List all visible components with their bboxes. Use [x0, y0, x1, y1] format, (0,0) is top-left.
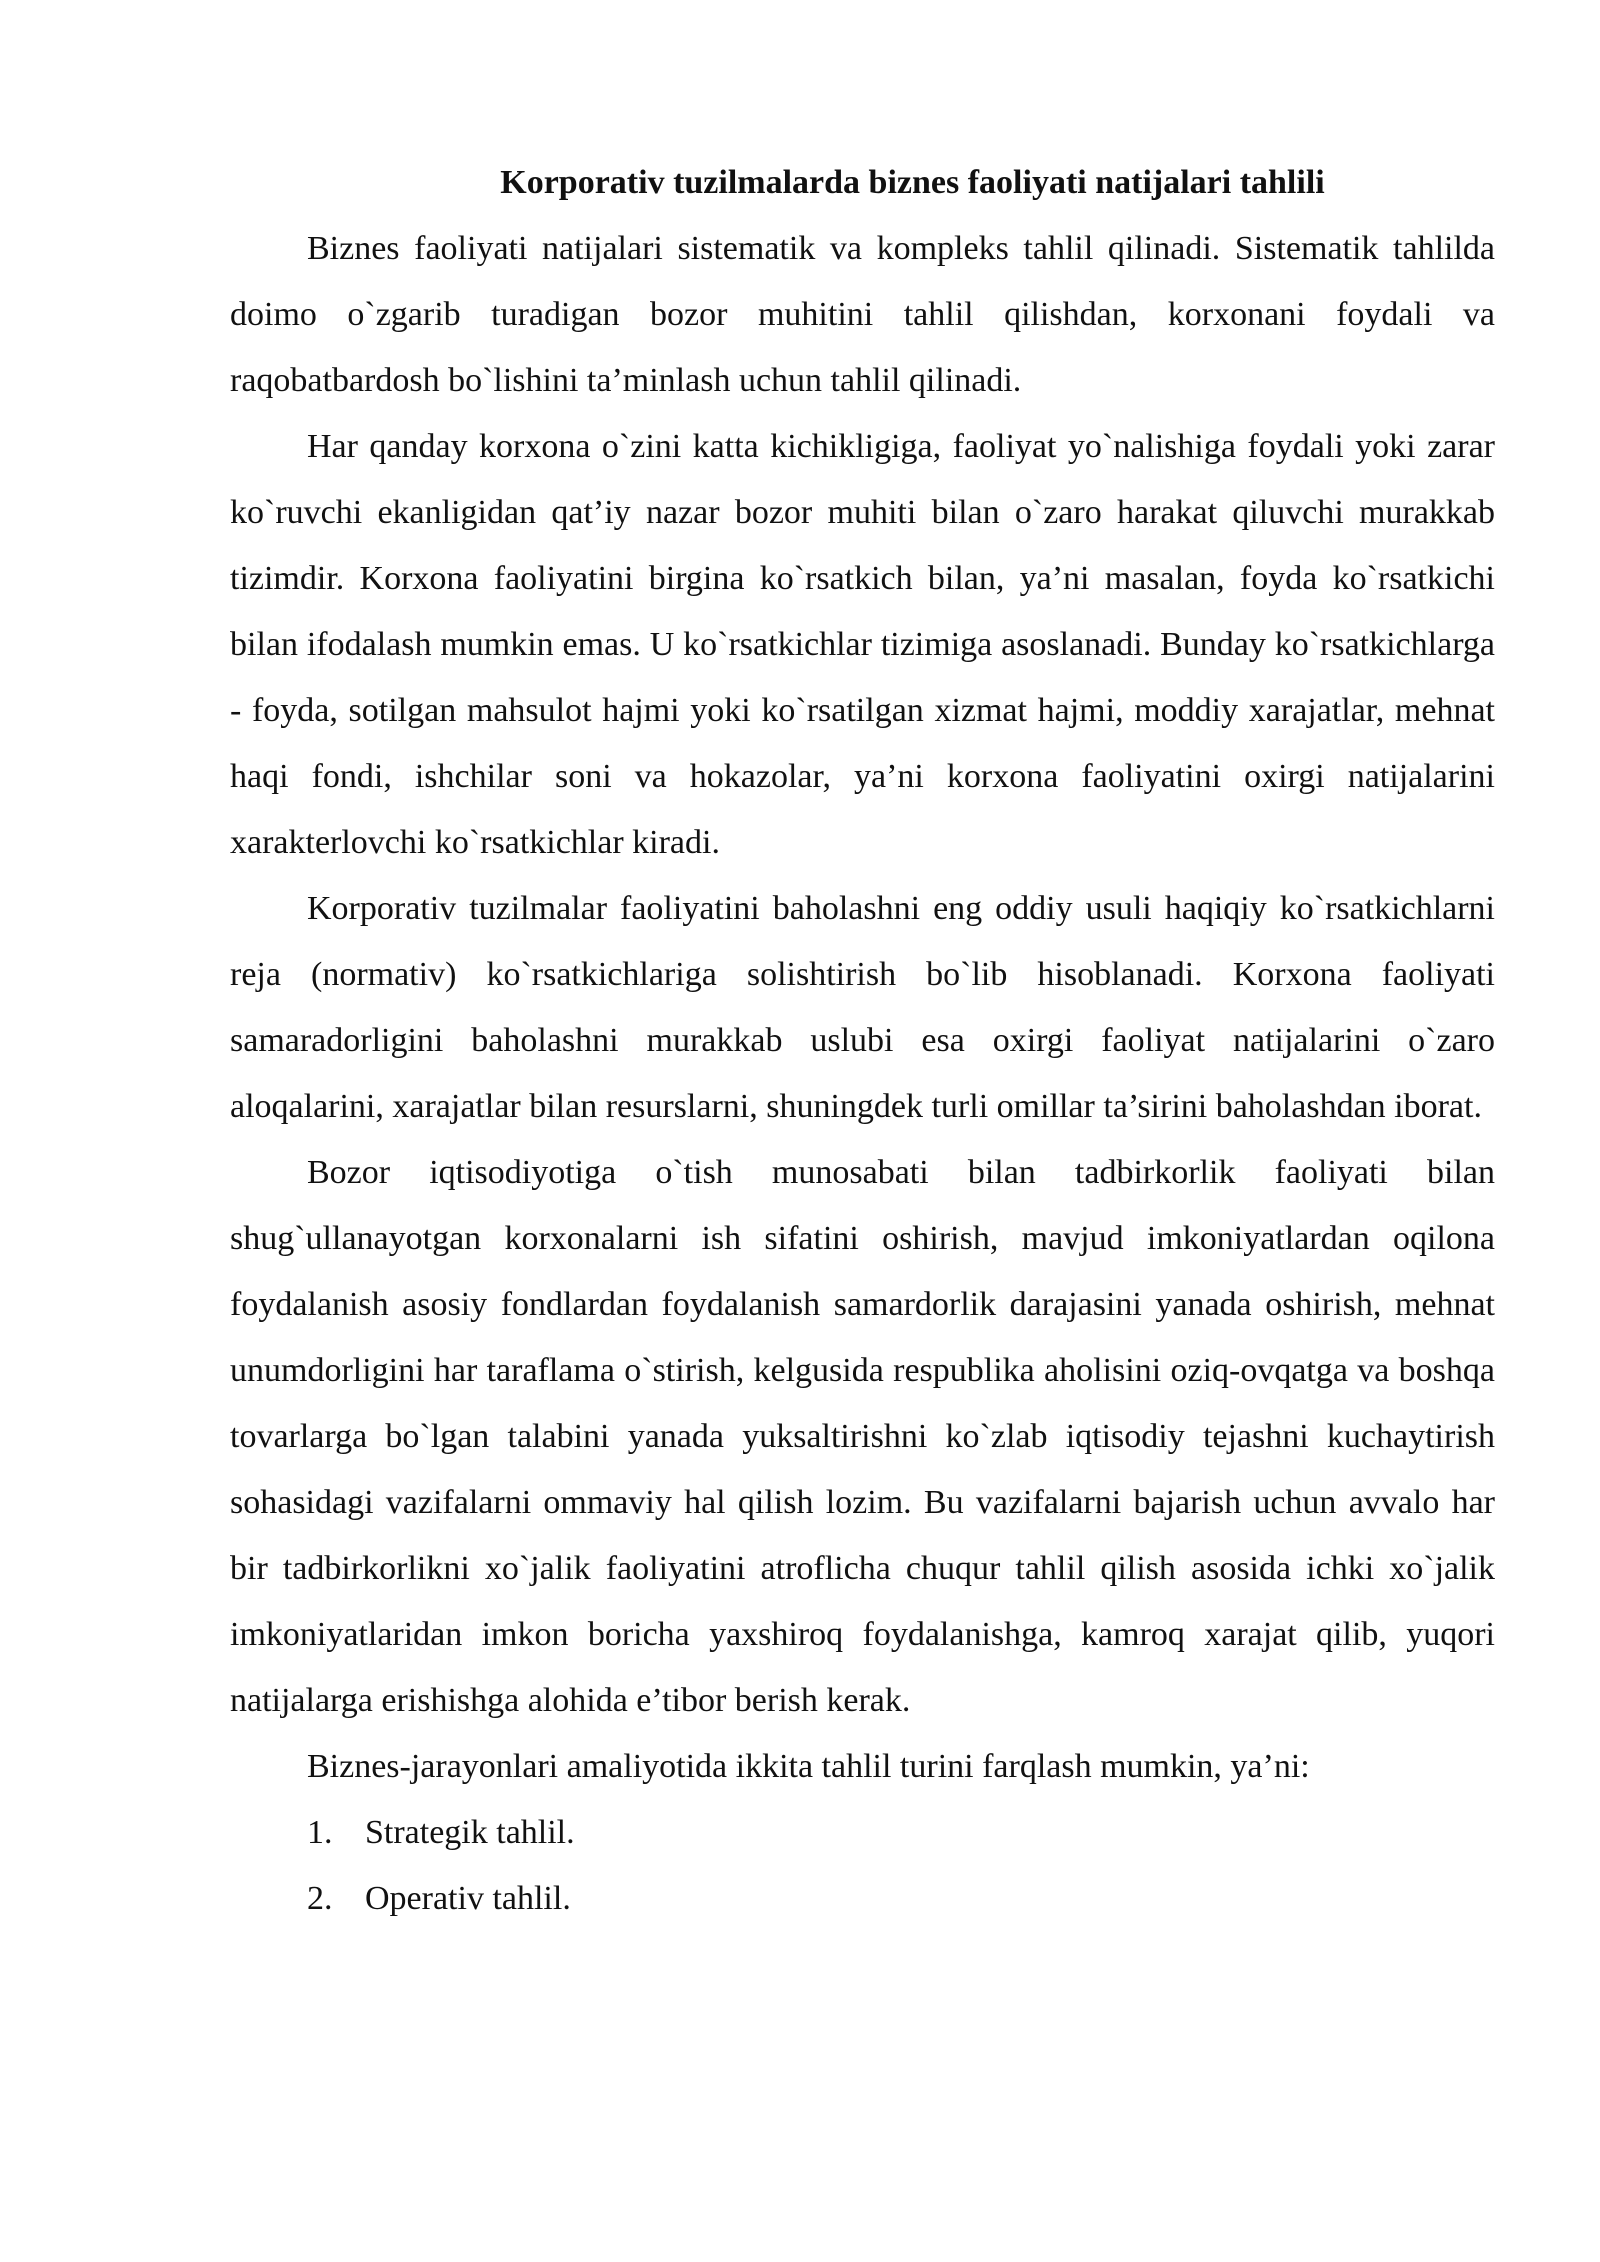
paragraph-4: Bozor iqtisodiyotiga o`tish munosabati bilan tadbirkorlik faoliyati bilan shug`ullanayotgan korxonalarni ish sifatini oshirish, mavjud imkoniyatlardan oqilona foydalanish asosiy fondlardan foydalanish samardorlik darajasini yanada oshirish, mehnat unumdorligini har taraflama o`stirish, kelgusida respublika aholisini oziq-ovqatga va boshqa tovarlarga bo`lgan talabini yanada yuksaltirishni ko`zlab iqtisodiy tejashni kuchaytirish sohasidagi vazifalarni ommaviy hal qilish lozim. Bu vazifalarni bajarish uchun avvalo har bir tadbirkorlikni xo`jalik faoliyatini atroflicha chuqur tahlil qilish asosida ichki xo`jalik imkoniyatlaridan imkon boricha yaxshiroq foydalanishga, kamroq xarajat qilib, yuqori natijalarga erishishga alohida e’tibor berish kerak. [230, 1154, 1495, 1719]
paragraph-1: Biznes faoliyati natijalari sistematik va kompleks tahlil qilinadi. Sistematik tahlilda doimo o`zgarib turadigan bozor muhitini tahlil qilishdan, korxonani foydali va raqobatbardosh bo`lishini ta’minlash uchun tahlil qilinadi. [230, 230, 1495, 399]
list-item-number: 1. [307, 1814, 333, 1851]
paragraph-2: Har qanday korxona o`zini katta kichikligiga, faoliyat yo`nalishiga foydali yoki zarar ko`ruvchi ekanligidan qat’iy nazar bozor muhiti bilan o`zaro harakat qiluvchi murakkab tizimdir. Korxona faoliyatini birgina ko`rsatkich bilan, ya’ni masalan, foyda ko`rsatkichi bilan ifodalash mumkin emas. U ko`rsatkichlar tizimiga asoslanadi. Bunday ko`rsatkichlarga - foyda, sotilgan mahsulot hajmi yoki ko`rsatilgan xizmat hajmi, moddiy xarajatlar, mehnat haqi fondi, ishchilar soni va hokazolar, ya’ni korxona faoliyatini oxirgi natijalarini xarakterlovchi ko`rsatkichlar kiradi. [230, 428, 1495, 861]
paragraph-3: Korporativ tuzilmalar faoliyatini baholashni eng oddiy usuli haqiqiy ko`rsatkichlarni reja (normativ) ko`rsatkichlariga solishtirish bo`lib hisoblanadi. Korxona faoliyati samaradorligini baholashni murakkab uslubi esa oxirgi faoliyat natijalarini o`zaro aloqalarini, xarajatlar bilan resurslarni, shuningdek turli omillar ta’sirini baholashdan iborat. [230, 890, 1495, 1125]
analysis-types-list [230, 1800, 1495, 1932]
paragraph-5: Biznes-jarayonlari amaliyotida ikkita tahlil turini farqlash mumkin, ya’ni: [307, 1748, 1310, 1785]
document-body [230, 150, 1495, 1932]
list-item-text: Strategik tahlil. [365, 1814, 575, 1851]
list-item [230, 1866, 1495, 1932]
list-item-number: 2. [307, 1880, 333, 1917]
list-item-text: Operativ tahlil. [365, 1880, 571, 1917]
document-title: Korporativ tuzilmalarda biznes faoliyati natijalari tahlili [500, 164, 1325, 201]
list-item [230, 1800, 1495, 1866]
